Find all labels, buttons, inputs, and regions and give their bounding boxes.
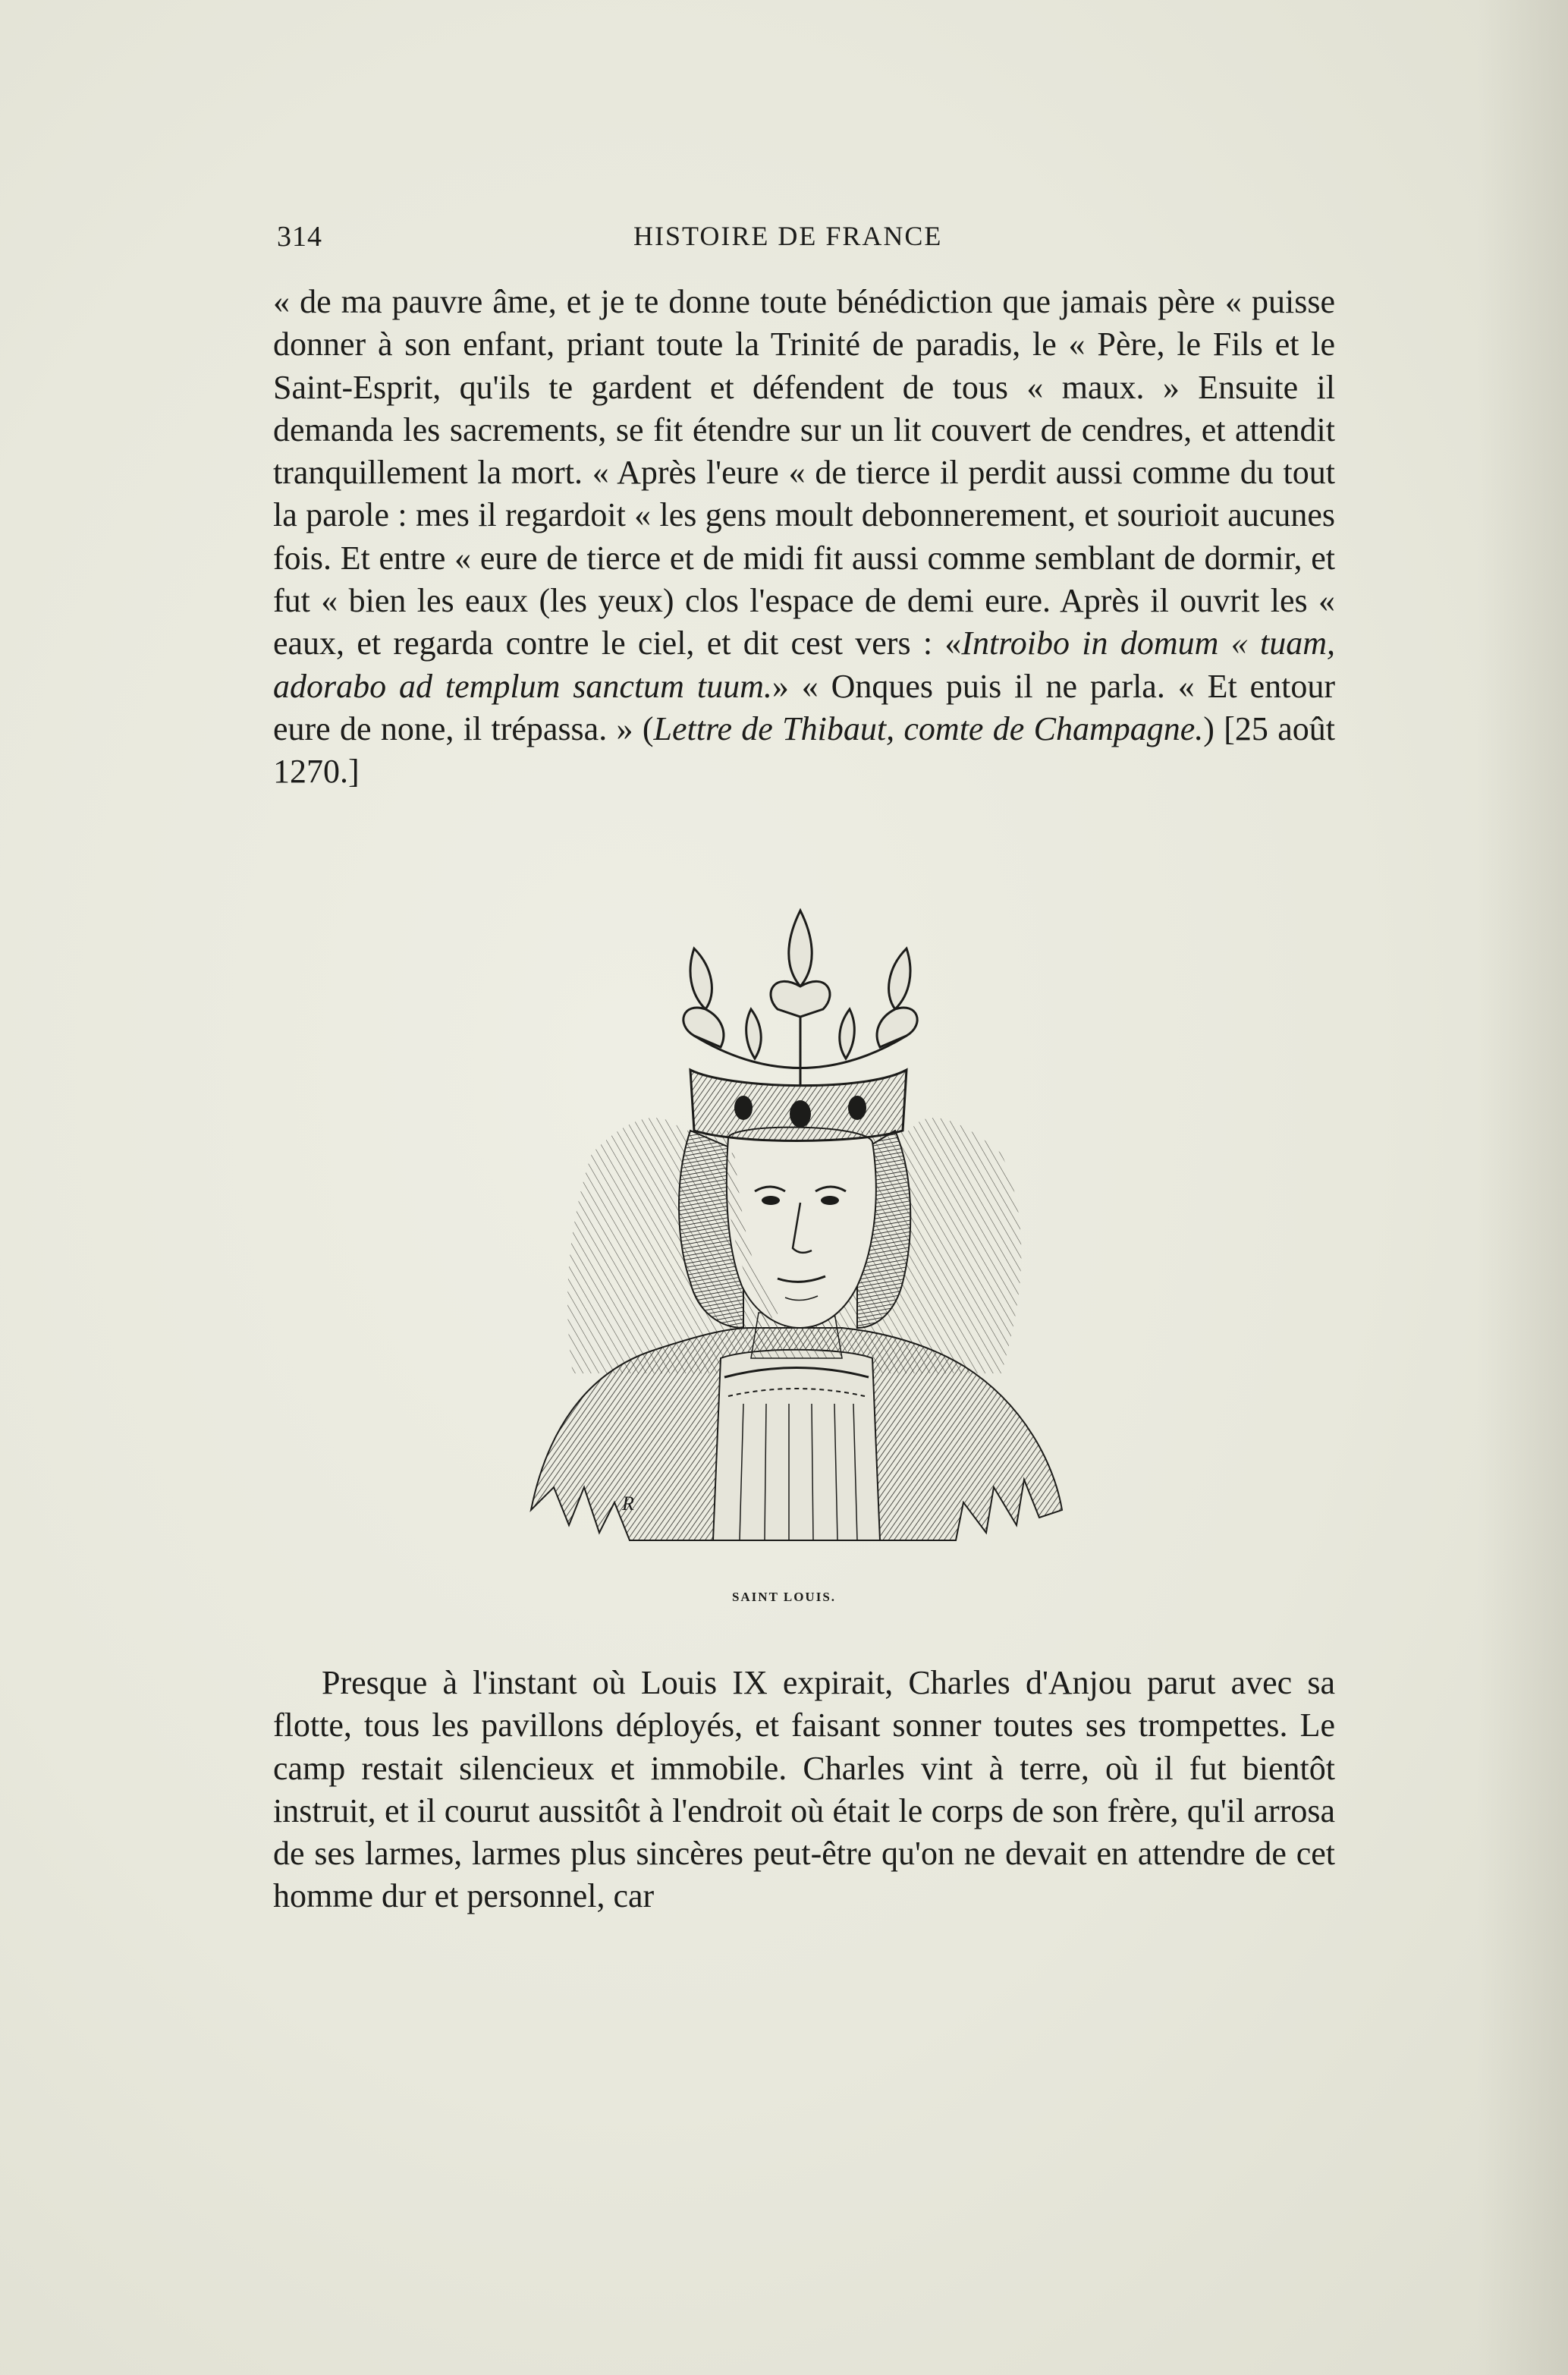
page-shadow — [1477, 0, 1568, 2375]
figure-caption: SAINT LOUIS. — [731, 1590, 837, 1604]
body-paragraph — [273, 1662, 1335, 1918]
page-header — [277, 220, 1339, 266]
quote-text: « de ma pauvre âme, et je te donne toute bénédiction que jamais père « puisse donner à son enfant, priant toute la Trinité de paradis, le « Père, le Fils et le Saint-Esprit, qu'ils te gardent et défendent de tous « maux. » Ensuite il demanda les sacrements, se fit étendre sur un lit couvert de cendres, et attendit tranquillement la mort. « Après l'eure « de tierce il perdit aussi comme du tout la parole : mes il regardoit « les gens moult debonnerement, et sourioit aucunes fois. Et entre « eure de tierce et de midi fit aussi comme semblant de dormir, et fut « bien les eaux (les yeux) clos l'espace de demi eure. Après il ouvrit les « eaux, et regarda contre le ciel, et dit cest vers : « — [273, 283, 1335, 662]
quote-text-end: » « Onques puis il ne parla. « Et entour eure de none, il trépassa. » ( — [273, 667, 1335, 747]
page-number: 314 — [277, 221, 322, 253]
quote-date: ) [25 août 1270.] — [273, 709, 1335, 791]
paragraph-text: Presque à l'instant où Louis IX expirait, Charles d'Anjou parut avec sa flotte, tous les pavillons déployés, et faisant sonner toutes ses trompettes. Le camp restait silencieux et immobile. Charles vint à terre, où il fut bientôt instruit, et il courut aussitôt à l'endroit où était le corps de son frère, qu'il arrosa de ses larmes, larmes plus sincères peut-être qu'on ne devait en attendre de cet homme dur et personnel, car — [273, 1664, 1335, 1915]
latin-verse: Introibo in domum « tuam, adorabo ad templum sanctum tuum. — [273, 624, 1335, 705]
quote-source: Lettre de Thibaut, comte de Champagne. — [653, 709, 1204, 747]
running-title: HISTOIRE DE FRANCE — [633, 221, 943, 251]
artist-signature: R — [622, 1493, 634, 1515]
saint-louis-portrait — [501, 903, 1092, 1571]
quoted-passage — [273, 281, 1335, 794]
